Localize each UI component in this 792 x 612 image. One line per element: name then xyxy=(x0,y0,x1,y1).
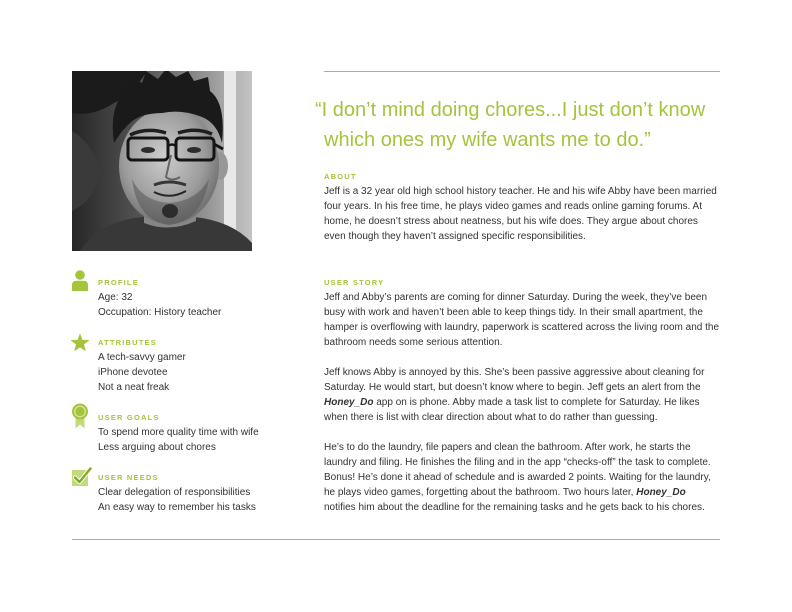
goal-item: Less arguing about chores xyxy=(98,441,216,453)
user-story-text-line: hamper is overflowing with laundry, paperwork is scattered across the living room and the xyxy=(324,321,719,333)
about-text-line: home, he doesn’t stress about neatness, but his wife does. They argue about chores xyxy=(324,216,698,227)
app-name: Honey_Do xyxy=(324,396,374,408)
about-label: ABOUT xyxy=(324,172,357,181)
user-story-text-line: Jeff knows Abby is annoyed by this. She’s been passive aggressive about cleaning for xyxy=(324,366,705,378)
user-goals-section xyxy=(98,410,259,455)
top-divider xyxy=(324,71,720,72)
attributes-section xyxy=(98,335,259,395)
need-item: An easy way to remember his tasks xyxy=(98,501,256,513)
about-text-line: Jeff is a 32 year old high school history teacher. He and his wife Abby have been married xyxy=(324,186,717,197)
quote-line: which ones my wife wants me to do.” xyxy=(324,129,651,151)
user-story-text-line: Saturday. He would start, but doesn’t know where to begin. Jeff gets an alert from the xyxy=(324,381,701,393)
user-needs-label: USER NEEDS xyxy=(98,472,159,482)
user-story-text-line: He’s to do the laundry, file papers and clean the bathroom. After work, he starts the xyxy=(324,441,691,453)
user-story-section xyxy=(324,275,719,515)
persona-details xyxy=(98,275,259,515)
profile-label: PROFILE xyxy=(98,277,139,287)
user-story-paragraph xyxy=(324,365,719,425)
line-text: he plays video games, forgetting about the bathroom. Two hours later, xyxy=(324,486,637,498)
star-icon xyxy=(71,334,89,351)
user-goals-label: USER GOALS xyxy=(98,412,160,422)
about-text-line: four years. In his free time, he plays video games and reads online gaming forums. At xyxy=(324,201,702,212)
user-needs-section xyxy=(98,470,259,515)
user-story-text-line: when there is list with clear direction about what to do rather than guessing. xyxy=(324,411,658,423)
persona-quote xyxy=(315,95,705,155)
person-icon xyxy=(72,270,88,291)
bottom-divider xyxy=(72,539,720,540)
user-story-paragraph xyxy=(324,290,719,350)
attribute-item: A tech-savvy gamer xyxy=(98,351,186,363)
user-story-text-line: notifies him about the deadline for the remaining tasks and he gets back to his chores. xyxy=(324,501,705,513)
user-story-paragraph xyxy=(324,440,719,515)
line-text: app on is phone. Abby made a task list to complete for Saturday. He likes xyxy=(373,396,700,408)
user-story-text-line: Jeff and Abby’s parents are coming for dinner Saturday. During the week, they’ve been xyxy=(324,291,708,303)
attributes-label: ATTRIBUTES xyxy=(98,337,157,347)
profile-section xyxy=(98,275,259,320)
profile-item: Occupation: History teacher xyxy=(98,306,222,318)
user-story-text-line xyxy=(324,485,719,500)
quote-line: “I don’t mind doing chores...I just don’t know xyxy=(315,99,706,121)
about-section xyxy=(324,169,717,244)
user-story-text-line xyxy=(324,395,719,410)
user-story-label: USER STORY xyxy=(324,277,385,287)
user-story-text-line: bathroom needs some serious attention. xyxy=(324,336,503,348)
persona-photo xyxy=(72,71,252,251)
user-story-text-line: laundry and filing. He finishes the filing and in the app “checks-off” the task to complete. xyxy=(324,456,711,468)
user-story-text-line: Bonus! He’s done it ahead of schedule and is awarded 2 points. Waiting for the laundry, xyxy=(324,471,711,483)
user-story-text-line: busy with work and haven’t been able to keep things tidy. In their small apartment, the xyxy=(324,306,703,318)
attribute-item: iPhone devotee xyxy=(98,366,168,378)
about-text-line: even though they haven’t assigned specific responsibilities. xyxy=(324,231,586,242)
checkbox-icon xyxy=(72,466,92,487)
app-name: Honey_Do xyxy=(636,486,686,498)
need-item: Clear delegation of responsibilities xyxy=(98,486,251,498)
goal-item: To spend more quality time with wife xyxy=(98,426,259,438)
attribute-item: Not a neat freak xyxy=(98,381,170,393)
award-ribbon-icon xyxy=(72,403,88,429)
profile-item: Age: 32 xyxy=(98,291,133,303)
